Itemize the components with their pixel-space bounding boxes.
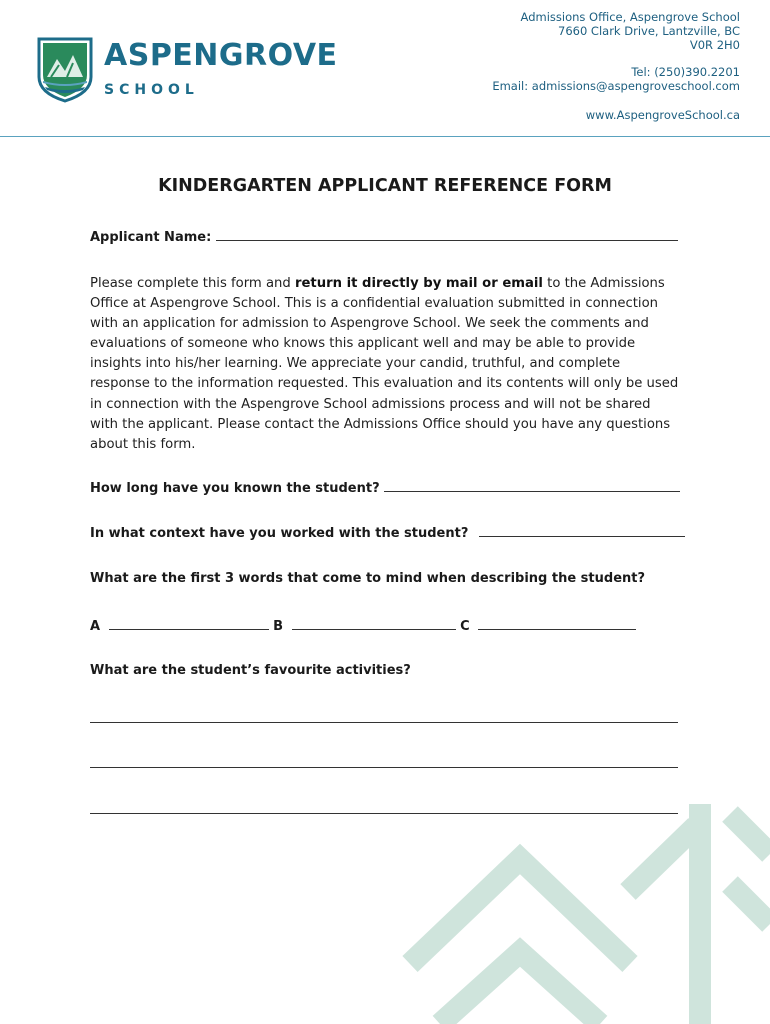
- activities-question: What are the student’s favourite activities?: [90, 663, 411, 678]
- email-link[interactable]: Email: admissions@aspengroveschool.com: [492, 79, 740, 93]
- applicant-name-field[interactable]: [216, 229, 678, 241]
- word-b-label: B: [273, 619, 284, 634]
- work-context-question: In what context have you worked with the student?: [90, 526, 469, 541]
- word-a-label: A: [90, 619, 101, 634]
- header-divider: [0, 136, 770, 137]
- intro-emphasis: return it directly by mail or email: [294, 276, 543, 291]
- street-address: 7660 Clark Drive, Lantzville, BC: [558, 24, 740, 38]
- intro-paragraph: [90, 274, 680, 455]
- work-context-field[interactable]: [479, 525, 685, 537]
- postal-code: V0R 2H0: [689, 38, 740, 52]
- activities-answer-line-2[interactable]: [90, 767, 678, 768]
- word-c-label: C: [460, 619, 470, 634]
- intro-text-start: Please complete this form and: [90, 276, 295, 291]
- word-b-field[interactable]: [292, 618, 456, 630]
- brand-subtitle: SCHOOL: [104, 82, 199, 98]
- applicant-name-label: Applicant Name:: [90, 230, 212, 245]
- known-duration-question: How long have you known the student?: [90, 481, 380, 496]
- applicant-name-row: [90, 229, 678, 245]
- brand-name: ASPENGROVE: [104, 38, 338, 73]
- word-c-field[interactable]: [478, 618, 636, 630]
- activities-answer-line-1[interactable]: [90, 722, 678, 723]
- three-words-question: What are the first 3 words that come to mind when describing the student?: [90, 571, 646, 586]
- contact-block: [440, 10, 740, 122]
- phone-number: Tel: (250)390.2201: [631, 65, 740, 79]
- tree-watermark-graphic: [400, 774, 770, 1024]
- intro-text-rest: to the Admissions Office at Aspengrove School. This is a confidential evaluation submitted in connection with an application for admission to Aspengrove School. We seek the comments and evaluations of someone who knows this applicant well and may be able to provide insights into his/her learning. We appreciate your candid, truthful, and complete response to the information requested. This evaluation and its contents will only be used in connection with the Aspengrove School admissions process and will not be shared with the applicant. Please contact the Admissions Office should you have any questions about this form.: [90, 276, 679, 452]
- work-context-row: [90, 525, 685, 541]
- known-duration-field[interactable]: [384, 480, 680, 492]
- known-duration-row: [90, 480, 680, 496]
- form-title: KINDERGARTEN APPLICANT REFERENCE FORM: [158, 176, 612, 196]
- three-words-row: [90, 618, 636, 634]
- office-name: Admissions Office, Aspengrove School: [520, 10, 740, 24]
- word-a-field[interactable]: [109, 618, 269, 630]
- website-link[interactable]: www.AspengroveSchool.ca: [585, 108, 740, 122]
- school-crest-logo: [37, 37, 93, 103]
